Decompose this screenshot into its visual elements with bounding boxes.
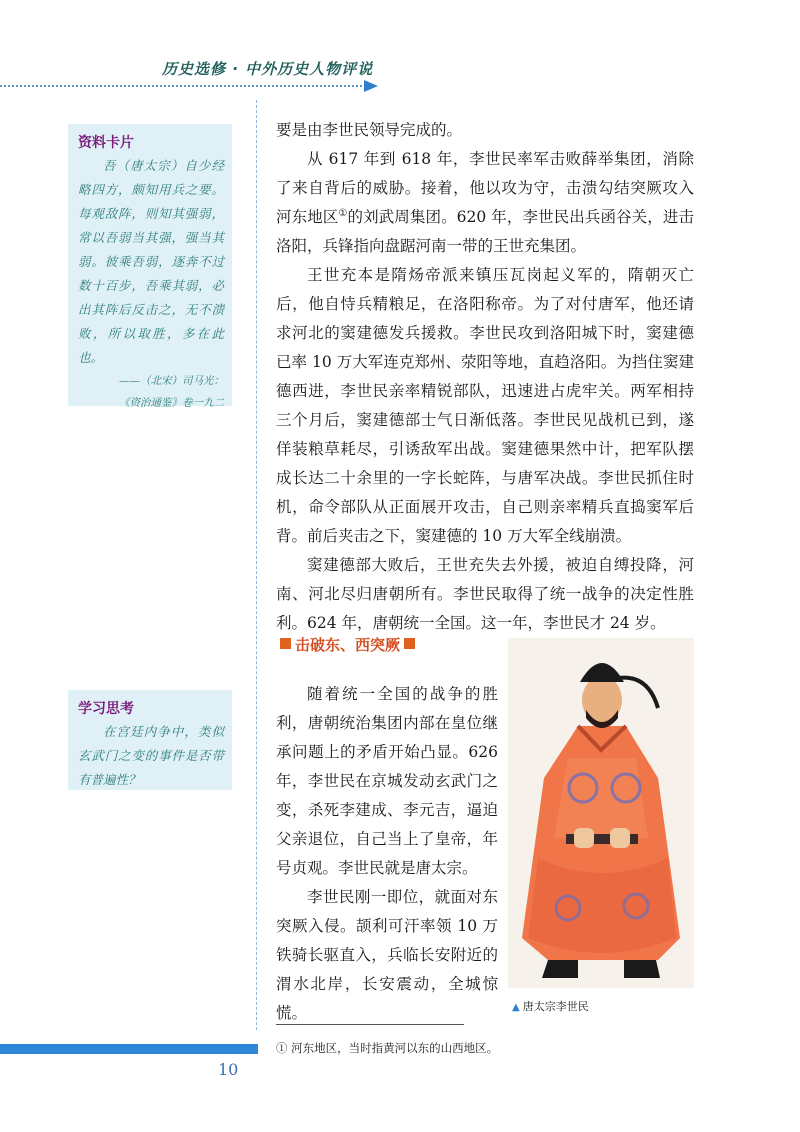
header-title: 历史选修 · 中外历史人物评说 — [162, 60, 374, 78]
paragraph-1b: 的刘武周集团。620 年，李世民出兵函谷关，进击洛阳，兵锋指向盘踞河南一带的王世充集团。 — [276, 208, 694, 255]
resource-card-source-2: 《资治通鉴》卷一九二 — [119, 397, 224, 409]
page-number: 10 — [218, 1060, 239, 1079]
paragraph-1 — [276, 145, 694, 261]
caption-triangle-icon: ▲ — [512, 1002, 520, 1013]
paragraph-3: 窦建德部大败后，王世充失去外援，被迫自缚投降，河南、河北尽归唐朝所有。李世民取得了统一战争的决定性胜利。624 年，唐朝统一全国。这一年，李世民才 24 岁。 — [276, 556, 694, 632]
header-arrow-icon — [364, 80, 378, 92]
section-heading — [276, 634, 419, 655]
emperor-portrait-image — [508, 638, 694, 988]
footnote-divider — [276, 1024, 464, 1025]
study-think-title: 学习思考 — [78, 701, 134, 717]
portrait-caption-text: 唐太宗李世民 — [522, 1000, 589, 1013]
resource-card-title: 资料卡片 — [78, 135, 134, 151]
footnote-ref[interactable]: ① — [338, 207, 348, 219]
main-text — [276, 116, 694, 638]
section-paragraph-2: 李世民刚一即位，就面对东突厥入侵。颉利可汗率领 10 万铁骑长驱直入，兵临长安附近的渭水北岸，长安震动，全城惊慌。 — [276, 888, 498, 1022]
resource-card — [68, 124, 232, 409]
resource-card-source-1: ——（北宋）司马光： — [119, 375, 224, 387]
section-square-icon — [280, 638, 291, 649]
footnote: ① 河东地区，当时指黄河以东的山西地区。 — [276, 1041, 499, 1055]
column-divider — [256, 100, 257, 1030]
section-text — [276, 680, 498, 1028]
paragraph-0: 要是由李世民领导完成的。 — [276, 121, 463, 139]
resource-card-text: 吾（唐太宗）自少经略四方，颇知用兵之要。每观敌阵，则知其强弱，常以吾弱当其强，强当其弱。彼乘吾弱，逐奔不过数十百步，吾乘其弱，必出其阵后反击之，无不溃败，所以取胜，多在此也。 — [78, 158, 224, 365]
header-dotted-line — [0, 85, 366, 87]
section-paragraph-1: 随着统一全国的战争的胜利，唐朝统治集团内部在皇位继承问题上的矛盾开始凸显。626 年，李世民在京城发动玄武门之变，杀死李建成、李元吉，逼迫父亲退位，自己当上了皇帝，年号贞观。李世民就是唐太宗。 — [276, 685, 498, 877]
bottom-accent-bar — [0, 1044, 258, 1054]
paragraph-1a: 从 617 年到 618 年，李世民率军击败薛举集团，消除了来自背后的威胁。接着，他以攻为守，击溃勾结突厥攻入河东地区 — [276, 150, 694, 226]
section-square-icon — [404, 638, 415, 649]
study-think-text: 在宫廷内争中，类似玄武门之变的事件是否带有普遍性？ — [78, 724, 224, 787]
paragraph-2: 王世充本是隋炀帝派来镇压瓦岗起义军的，隋朝灭亡后，他自恃兵精粮足，在洛阳称帝。为了对付唐军，他还请求河北的窦建德发兵援救。李世民攻到洛阳城下时，窦建德已率 10 万大军连克郑州、荥阳等地，直趋洛阳。为挡住窦建德西进，李世民亲率精锐部队，迅速进占虎牢关。两军相持三个月后，窦建德部士气日渐低落。李世民见战机已到，遂佯装粮草耗尽，引诱敌军出战。窦建德果然中计，把军队摆成长达二十余里的一字长蛇阵，与唐军决战。李世民抓住时机，命令部队从正面展开攻击，自己则亲率精兵直捣窦军后背。前后夹击之下，窦建德的 10 万大军全线崩溃。 — [276, 266, 694, 545]
portrait-caption — [512, 998, 589, 1014]
study-think-box — [68, 690, 232, 790]
emperor-portrait-icon — [508, 638, 694, 988]
section-heading-text: 击破东、西突厥 — [295, 636, 401, 654]
